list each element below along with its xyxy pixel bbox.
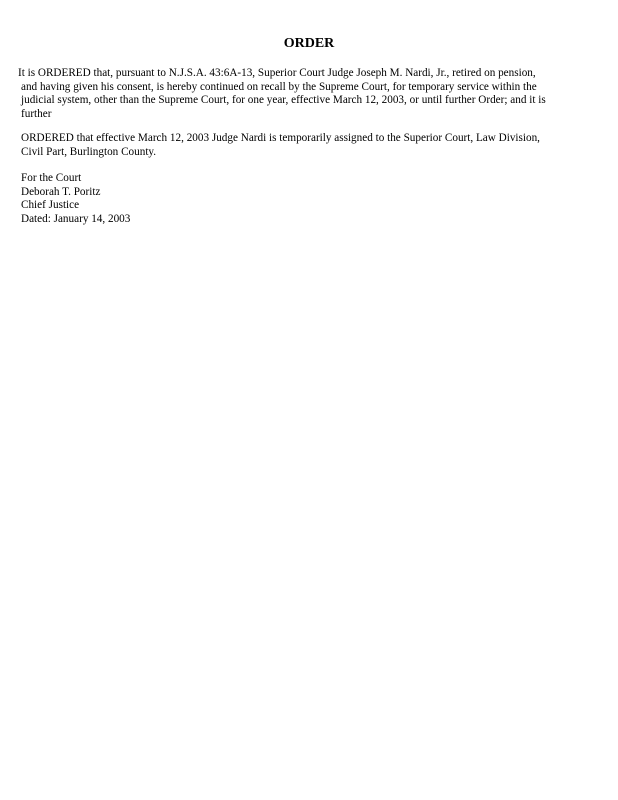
signature-for-the-court: For the Court <box>21 172 82 184</box>
paragraph-line: Civil Part, Burlington County. <box>21 145 157 158</box>
paragraph-line: It is ORDERED that, pursuant to N.J.S.A. 43:6A-13, Superior Court Judge Joseph M. Nardi, Jr., retired on pension, <box>18 67 536 79</box>
order-paragraph-assignment <box>21 132 601 159</box>
signature-date: Dated: January 14, 2003 <box>21 212 131 225</box>
order-paragraph-recall <box>18 67 601 121</box>
signature-position: Chief Justice <box>21 199 80 212</box>
document-title: ORDER <box>283 36 335 51</box>
signature-block <box>21 172 130 226</box>
paragraph-line: further <box>21 107 52 120</box>
signature-name: Deborah T. Poritz <box>21 185 101 198</box>
paragraph-line: and having given his consent, is hereby continued on recall by the Supreme Court, for temporary service within the <box>21 80 537 93</box>
paragraph-line: judicial system, other than the Supreme Court, for one year, effective March 12, 2003, or until further Order; and it is <box>21 94 546 107</box>
paragraph-line: ORDERED that effective March 12, 2003 Judge Nardi is temporarily assigned to the Superior Court, Law Division, <box>21 132 540 144</box>
